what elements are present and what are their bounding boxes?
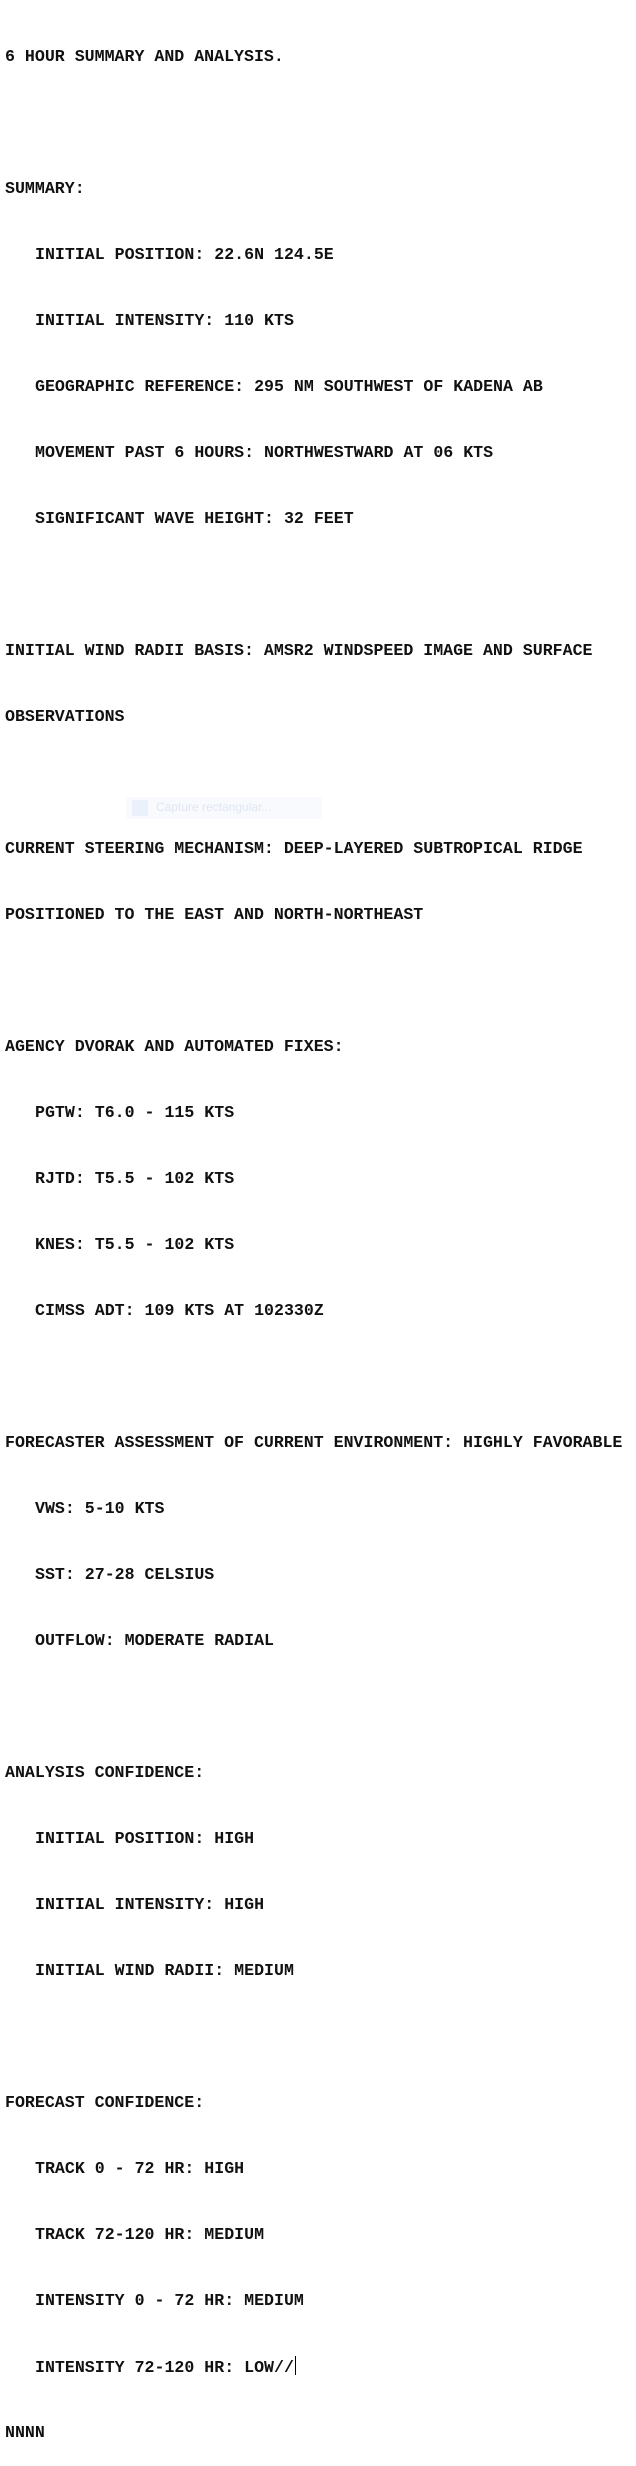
text-cursor — [295, 2356, 296, 2375]
analysis-confidence-item: INITIAL WIND RADII: MEDIUM — [35, 1961, 294, 1980]
forecast-confidence-item: TRACK 0 - 72 HR: HIGH — [35, 2159, 245, 2178]
summary-item: MOVEMENT PAST 6 HOURS: NORTHWESTWARD AT 06 KTS — [35, 443, 494, 462]
forecast-confidence-item: INTENSITY 0 - 72 HR: MEDIUM — [35, 2291, 304, 2310]
environment-item: SST: 27-28 CELSIUS — [35, 1565, 215, 1584]
capture-icon — [132, 800, 148, 816]
forecast-confidence-heading: FORECAST CONFIDENCE: — [5, 2093, 205, 2112]
dvorak-heading: AGENCY DVORAK AND AUTOMATED FIXES: — [5, 1037, 344, 1056]
blank-line — [5, 2026, 622, 2048]
blank-line — [5, 112, 622, 134]
forecast-confidence-item: INTENSITY 72-120 HR: LOW// — [35, 2358, 294, 2377]
blank-line — [5, 970, 622, 992]
analysis-confidence-item: INITIAL POSITION: HIGH — [35, 1829, 255, 1848]
document-title: 6 HOUR SUMMARY AND ANALYSIS. — [5, 47, 284, 66]
dvorak-item: RJTD: T5.5 - 102 KTS — [35, 1169, 235, 1188]
steering-line: POSITIONED TO THE EAST AND NORTH-NORTHEAST — [5, 905, 424, 924]
summary-heading: SUMMARY: — [5, 179, 85, 198]
environment-item: OUTFLOW: MODERATE RADIAL — [35, 1631, 274, 1650]
wind-radii-line: INITIAL WIND RADII BASIS: AMSR2 WINDSPEED IMAGE AND SURFACE — [5, 641, 593, 660]
dvorak-item: PGTW: T6.0 - 115 KTS — [35, 1103, 235, 1122]
steering-line: CURRENT STEERING MECHANISM: DEEP-LAYERED SUBTROPICAL RIDGE — [5, 839, 583, 858]
end-marker: NNNN — [5, 2423, 45, 2442]
environment-heading: FORECASTER ASSESSMENT OF CURRENT ENVIRONMENT: HIGHLY FAVORABLE — [5, 1433, 623, 1452]
summary-item: SIGNIFICANT WAVE HEIGHT: 32 FEET — [35, 509, 354, 528]
bulletin-text[interactable] — [5, 2, 622, 2466]
dvorak-item: CIMSS ADT: 109 KTS AT 102330Z — [35, 1301, 324, 1320]
environment-item: VWS: 5-10 KTS — [35, 1499, 165, 1518]
blank-line — [5, 772, 622, 794]
analysis-confidence-heading: ANALYSIS CONFIDENCE: — [5, 1763, 205, 1782]
analysis-confidence-item: INITIAL INTENSITY: HIGH — [35, 1895, 265, 1914]
forecast-confidence-last-item — [5, 2356, 622, 2378]
capture-label: Capture rectangular... — [156, 800, 272, 814]
summary-item: GEOGRAPHIC REFERENCE: 295 NM SOUTHWEST OF KADENA AB — [35, 377, 543, 396]
summary-item: INITIAL POSITION: 22.6N 124.5E — [35, 245, 334, 264]
capture-tooltip[interactable] — [126, 797, 322, 819]
dvorak-item: KNES: T5.5 - 102 KTS — [35, 1235, 235, 1254]
wind-radii-line: OBSERVATIONS — [5, 707, 125, 726]
summary-item: INITIAL INTENSITY: 110 KTS — [35, 311, 294, 330]
blank-line — [5, 1366, 622, 1388]
forecast-confidence-item: TRACK 72-120 HR: MEDIUM — [35, 2225, 265, 2244]
blank-line — [5, 574, 622, 596]
blank-line — [5, 1696, 622, 1718]
